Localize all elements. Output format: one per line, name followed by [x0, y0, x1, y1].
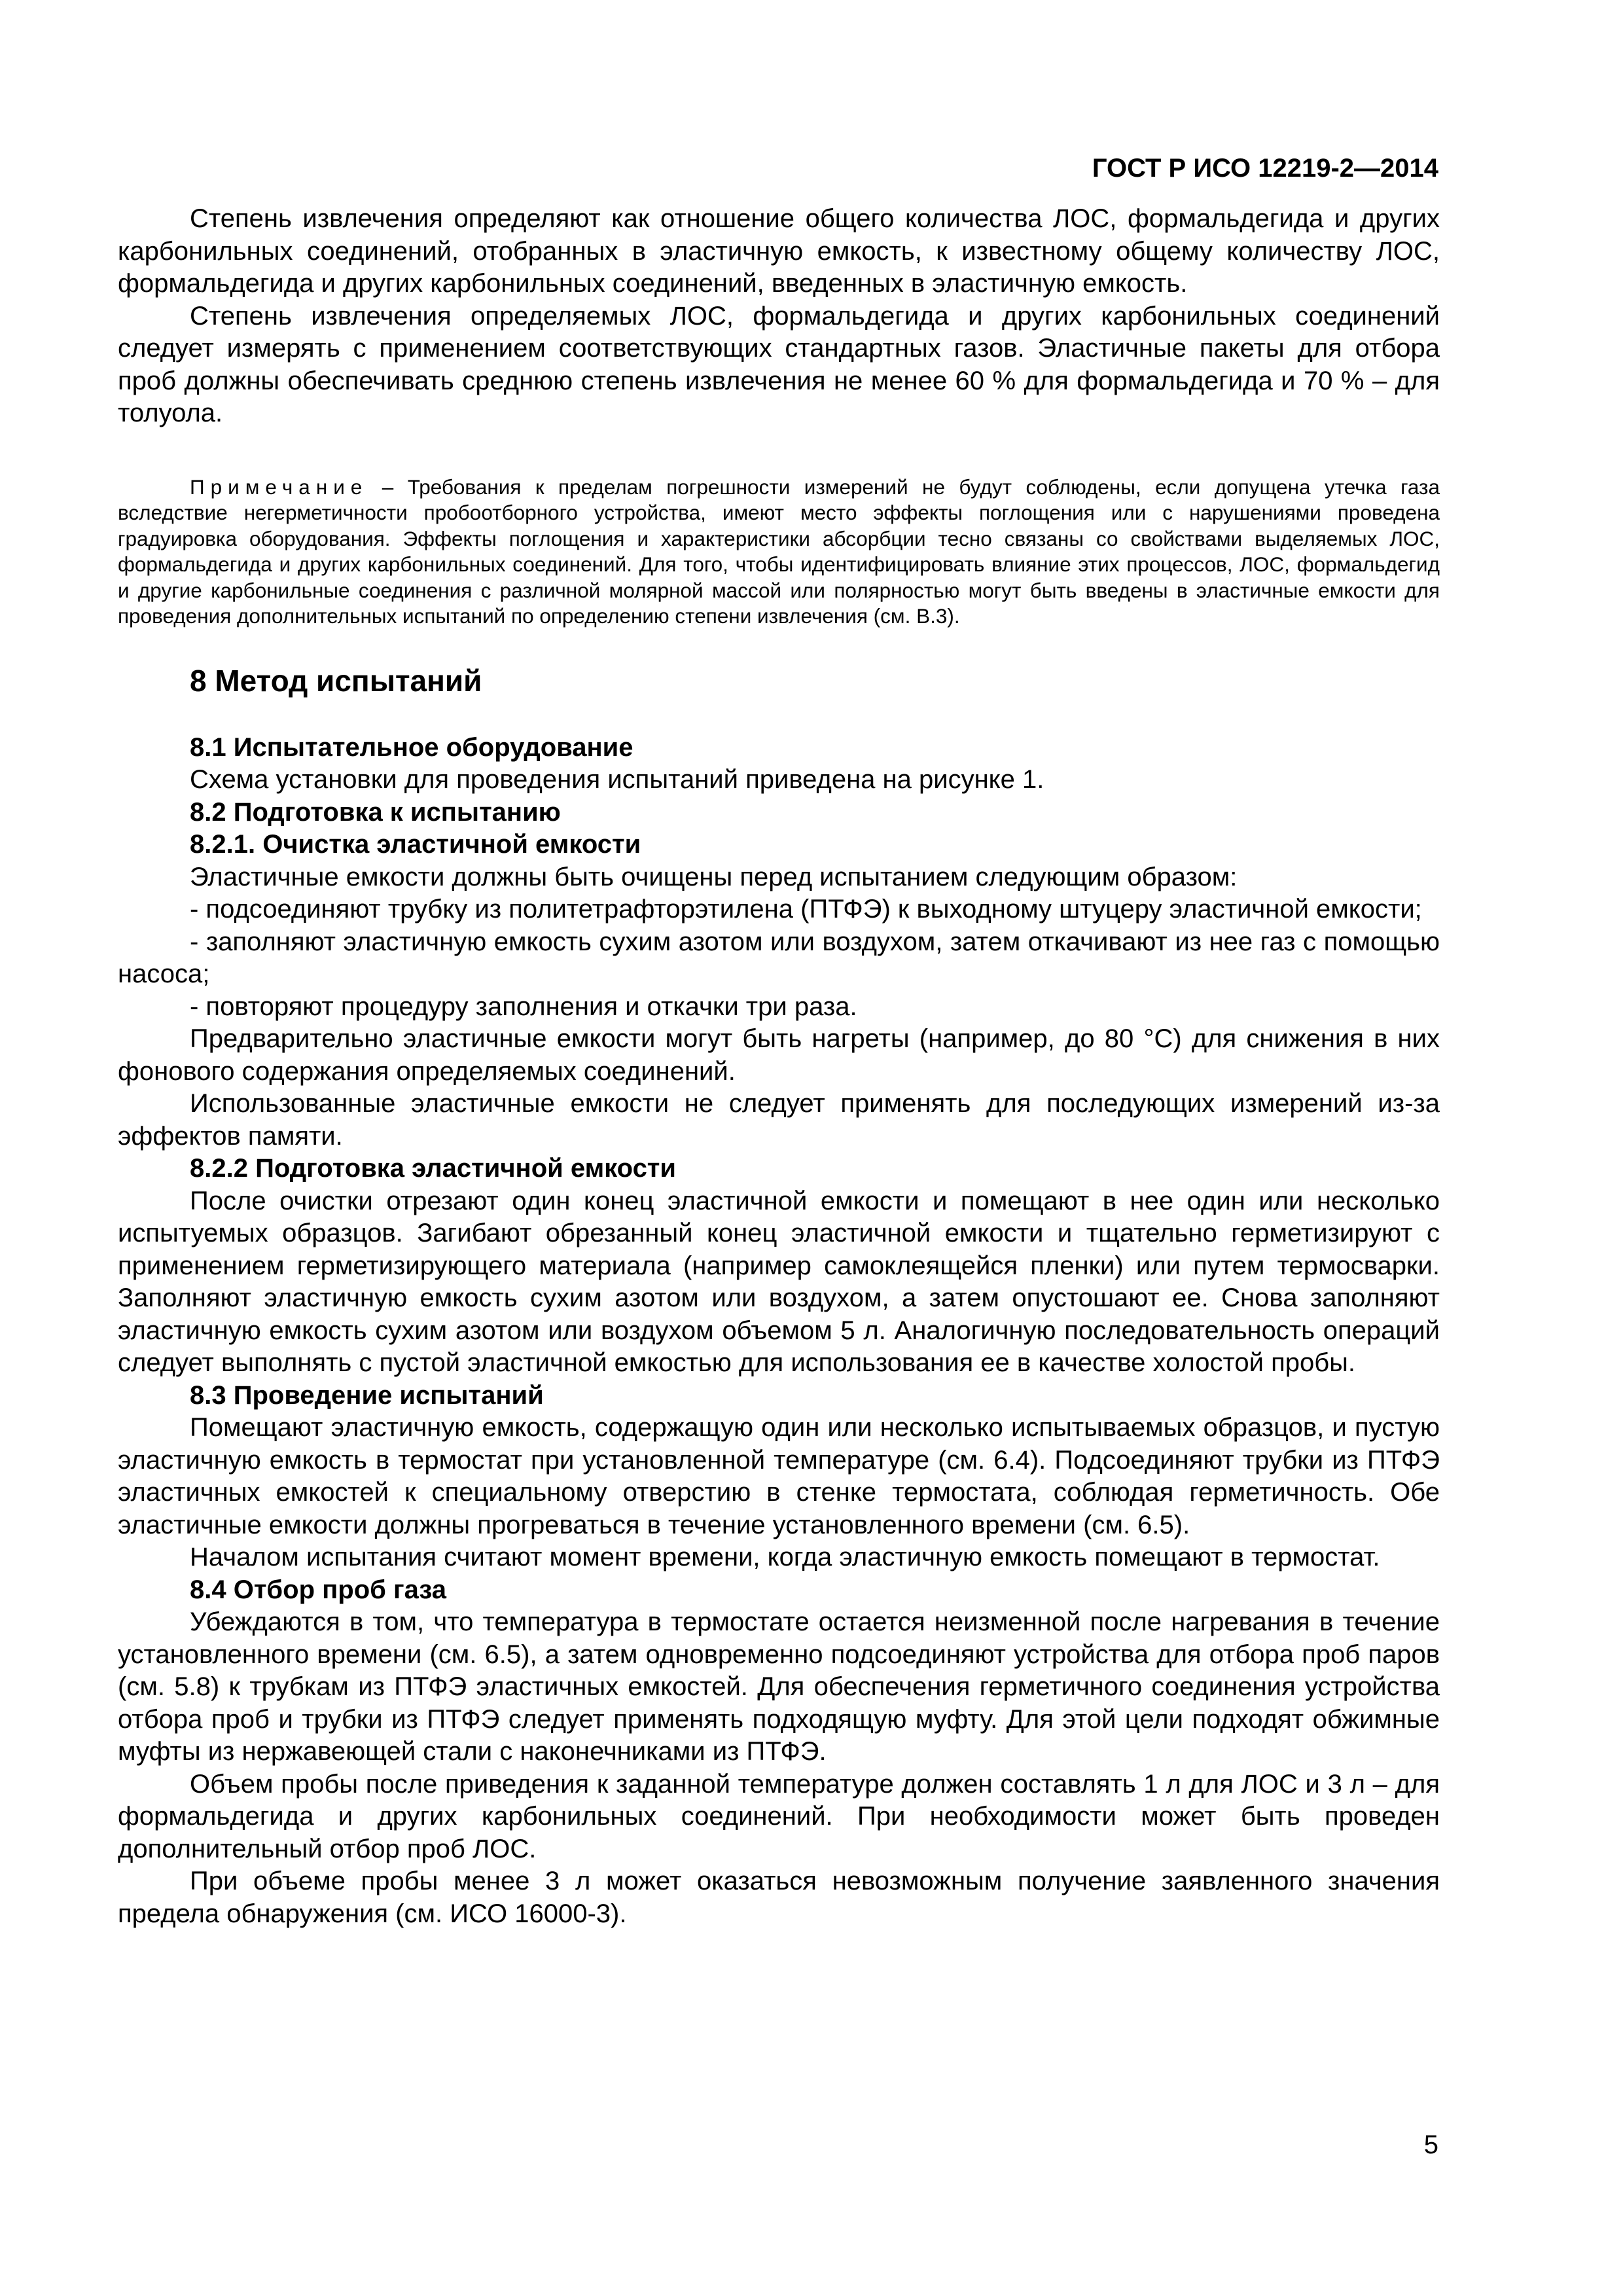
paragraph-8-2-1-intro: Эластичные емкости должны быть очищены перед испытанием следующим образом:	[190, 862, 1238, 891]
paragraph-8-2-1-reuse: Использованные эластичные емкости не следует применять для последующих измерений из-за эффектов памяти.	[118, 1089, 1440, 1151]
section-8-title: 8 Метод испытаний	[190, 663, 482, 698]
page-content	[118, 203, 1440, 1930]
heading-8-1: 8.1 Испытательное оборудование	[190, 732, 633, 762]
page-number: 5	[1423, 2130, 1438, 2159]
paragraph-8-1: Схема установки для проведения испытаний приведена на рисунке 1.	[190, 765, 1044, 794]
heading-8-2-2: 8.2.2 Подготовка эластичной емкости	[190, 1154, 676, 1183]
heading-8-3: 8.3 Проведение испытаний	[190, 1380, 544, 1410]
note-text: – Требования к пределам погрешности измерений не будут соблюдены, если допущена утечка газа вследствие негерметичности пробоотборного устройства, имеют место эффекты поглощения или с нарушениями проведена градуировка оборудования. Эффекты поглощения и характеристики абсорбции тесно связаны со свойствами выделяемых ЛОС, формальдегида и других карбонильных соединений. Для того, чтобы идентифицировать влияние этих процессов, ЛОС, формальдегид и другие карбонильные соединения с различной молярной массой или полярностью могут быть введены в эластичные емкости для проведения дополнительных испытаний по определению степени извлечения (см. В.3).	[118, 475, 1440, 628]
heading-8-2-1: 8.2.1. Очистка эластичной емкости	[190, 830, 641, 859]
paragraph-8-2-1-heating: Предварительно эластичные емкости могут быть нагреты (например, до 80 °С) для снижения в них фонового содержания определяемых соединений.	[118, 1024, 1440, 1086]
paragraph-recovery-measurement: Степень извлечения определяемых ЛОС, формальдегида и других карбонильных соединений следует измерять с применением соответствующих стандартных газов. Эластичные пакеты для отбора проб должны обеспечивать среднюю степень извлечения не менее 60 % для формальдегида и 70 % – для толуола.	[118, 301, 1440, 427]
paragraph-8-4-detection-limit: При объеме пробы менее 3 л может оказаться невозможным получение заявленного значения предела обнаружения (см. ИСО 16000-3).	[118, 1867, 1440, 1928]
paragraph-8-3-placement: Помещают эластичную емкость, содержащую один или несколько испытываемых образцов, и пустую эластичную емкость в термостат при установленной температуре (см. 6.4). Подсоединяют трубки из ПТФЭ эластичных емкостей к специальному отверстию в стенке термостата, соблюдая герметичность. Обе эластичные емкости должны прогреваться в течение установленного времени (см. 6.5).	[118, 1413, 1440, 1539]
note-label: Примечание	[190, 475, 368, 499]
note-block	[118, 475, 1440, 630]
paragraph-8-2-2: После очистки отрезают один конец эластичной емкости и помещают в нее один или несколько испытуемых образцов. Загибают обрезанный конец эластичной емкости и тщательно герметизируют с применением герметизирующего материала (например самоклеящейся пленки) или путем термосварки. Заполняют эластичную емкость сухим азотом или воздухом, а затем опустошают ее. Снова заполняют эластичную емкость сухим азотом или воздухом объемом 5 л. Аналогичную последовательность операций следует выполнять с пустой эластичной емкостью для использования ее в качестве холостой пробы.	[118, 1186, 1440, 1377]
list-item: - повторяют процедуру заполнения и откачки три раза.	[190, 992, 857, 1021]
heading-8-4: 8.4 Отбор проб газа	[190, 1575, 446, 1604]
list-item: - заполняют эластичную емкость сухим азотом или воздухом, затем откачивают из нее газ с помощью насоса;	[118, 927, 1440, 988]
heading-8-2: 8.2 Подготовка к испытанию	[190, 797, 561, 827]
document-code-header: ГОСТ Р ИСО 12219-2—2014	[1092, 154, 1438, 183]
list-item: - подсоединяют трубку из политетрафторэтилена (ПТФЭ) к выходному штуцеру эластичной емкости;	[190, 895, 1422, 924]
paragraph-recovery-definition: Степень извлечения определяют как отношение общего количества ЛОС, формальдегида и других карбонильных соединений, отобранных в эластичную емкость, к известному общему количеству ЛОС, формальдегида и других карбонильных соединений, введенных в эластичную емкость.	[118, 204, 1440, 298]
paragraph-8-3-start: Началом испытания считают момент времени, когда эластичную емкость помещают в термостат.	[190, 1543, 1380, 1571]
paragraph-8-4-volume: Объем пробы после приведения к заданной температуре должен составлять 1 л для ЛОС и 3 л – для формальдегида и других карбонильных соединений. При необходимости может быть проведен дополнительный отбор проб ЛОС.	[118, 1769, 1440, 1863]
paragraph-8-4-connection: Убеждаются в том, что температура в термостате остается неизменной после нагревания в течение установленного времени (см. 6.5), а затем одновременно подсоединяют устройства для отбора проб паров (см. 5.8) к трубкам из ПТФЭ эластичных емкостей. Для обеспечения герметичного соединения устройства отбора проб и трубки из ПТФЭ следует применять подходящую муфту. Для этой цели подходят обжимные муфты из нержавеющей стали с наконечниками из ПТФЭ.	[118, 1607, 1440, 1766]
